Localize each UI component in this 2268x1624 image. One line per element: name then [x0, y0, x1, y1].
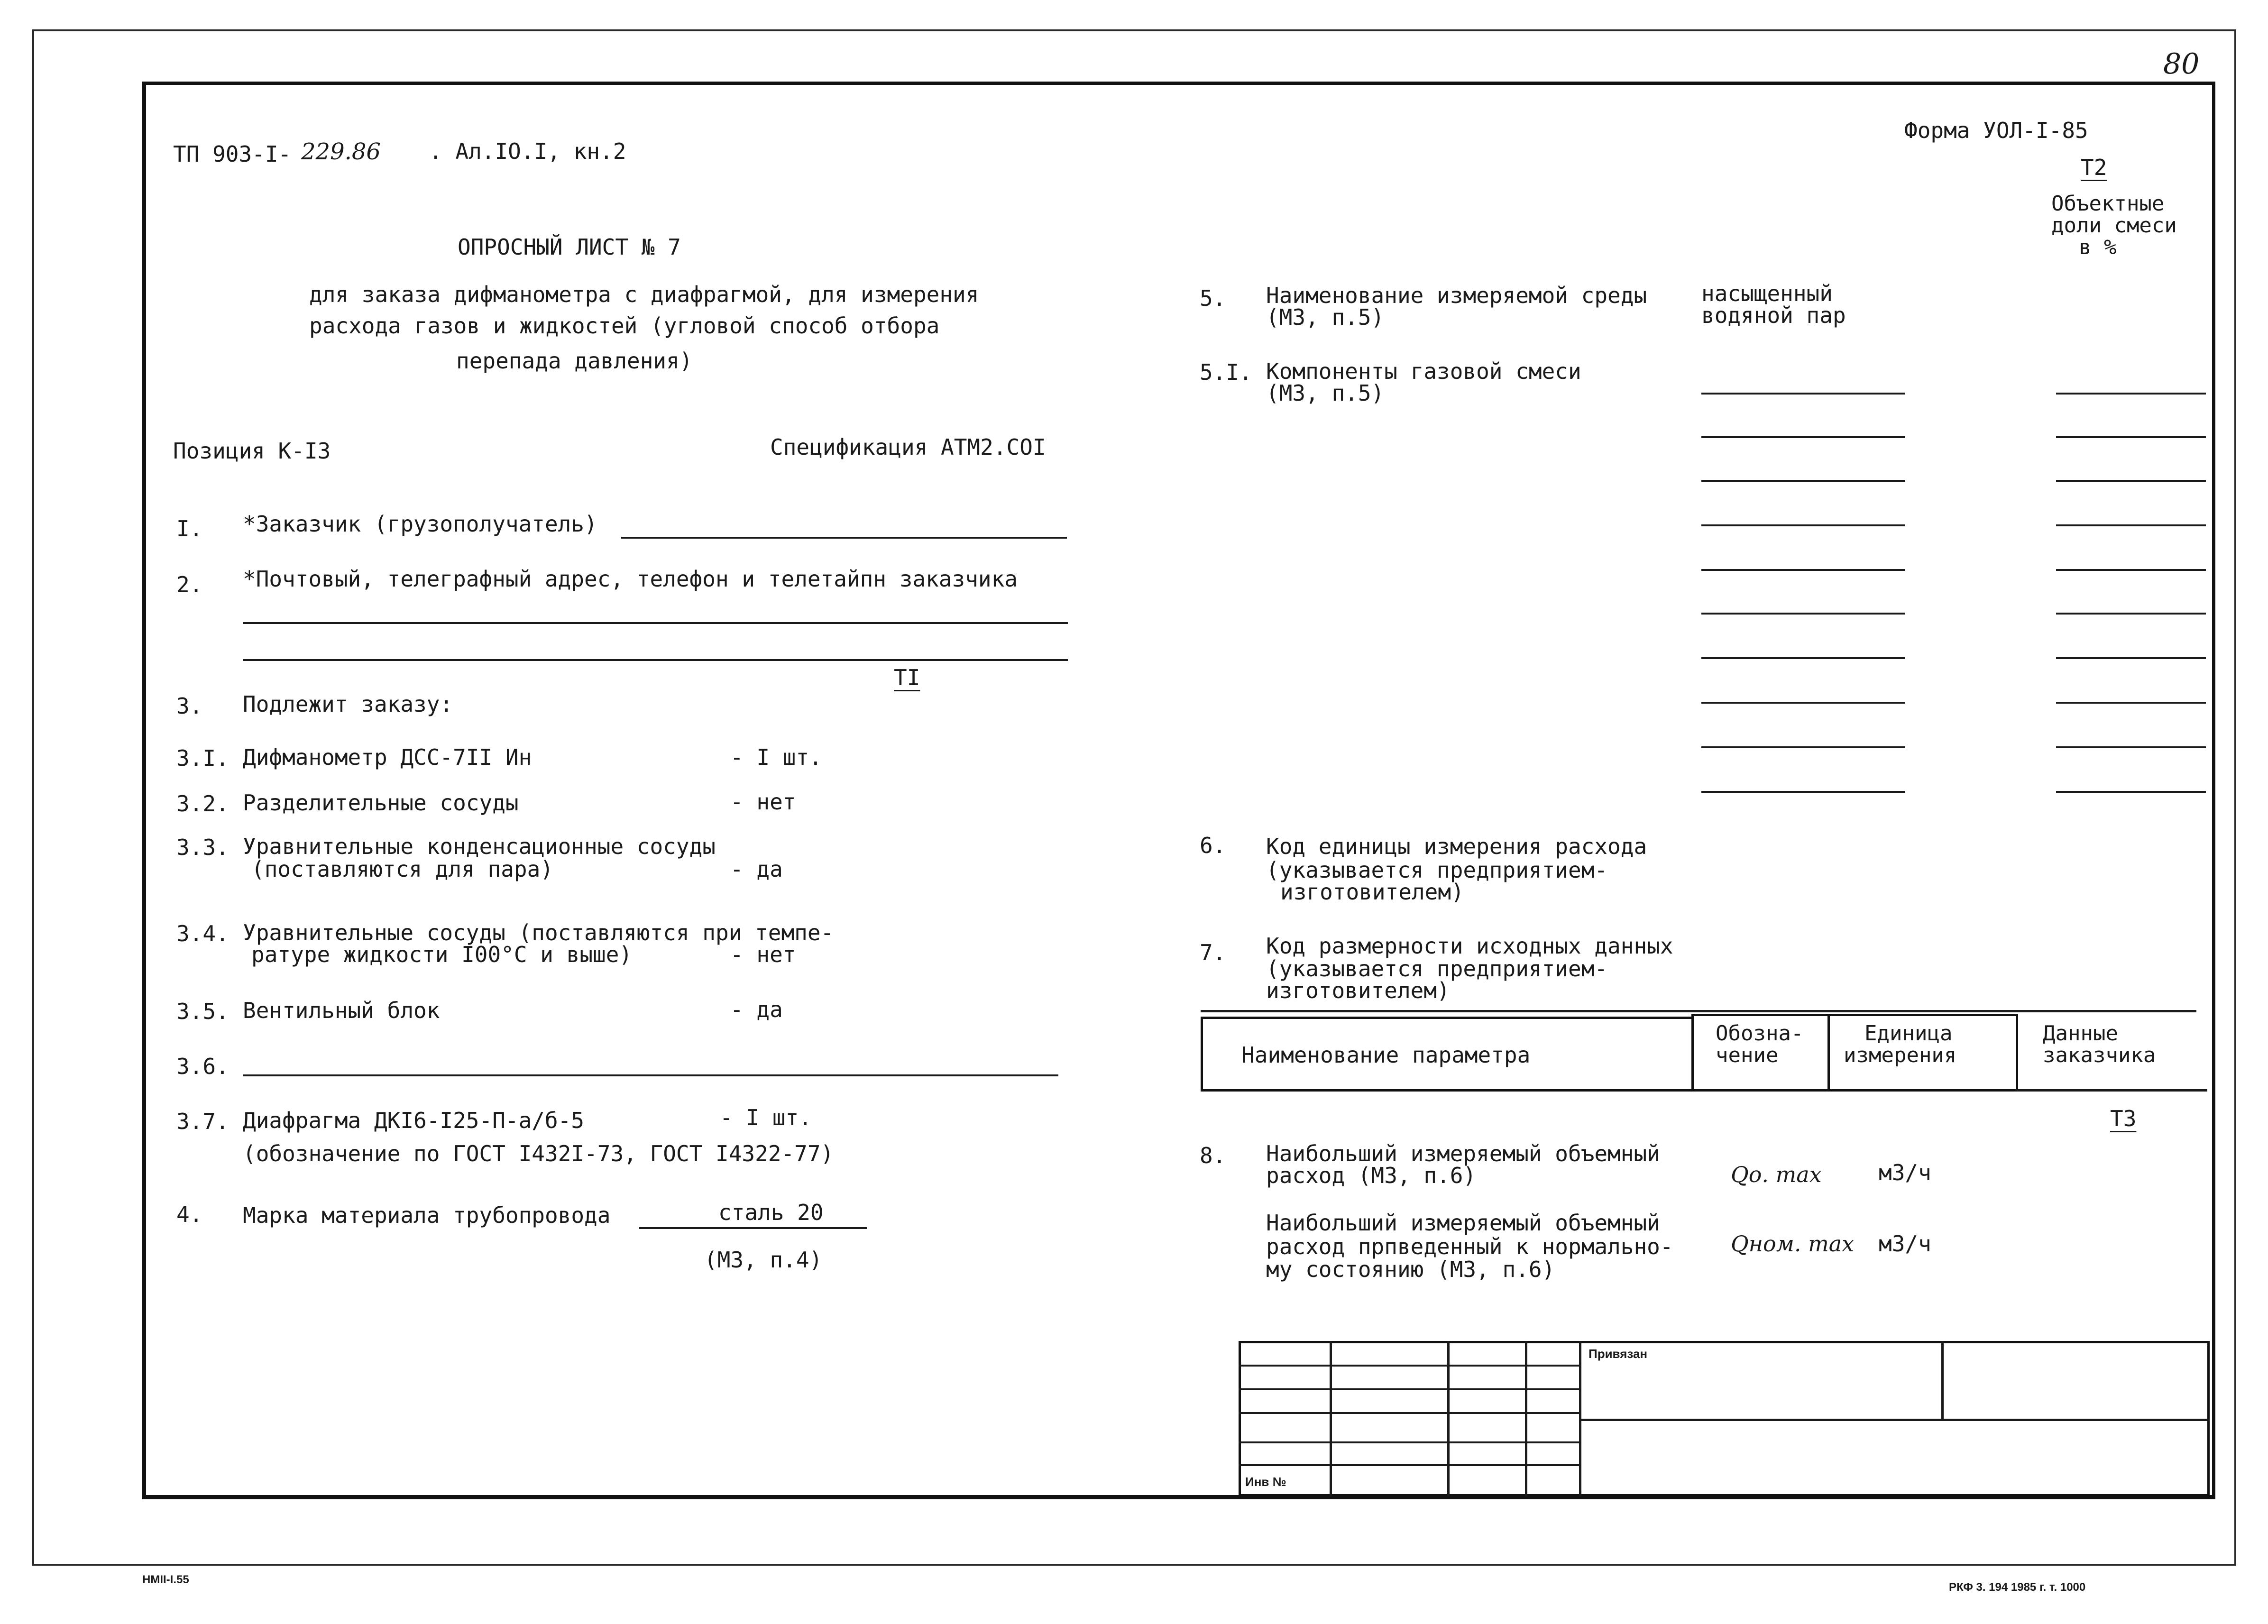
item-6-text-1: Код единицы измерения расхода [1266, 834, 1647, 859]
stamp-hline [1239, 1365, 1581, 1367]
item-2-number: 2. [176, 572, 203, 597]
footer-right-code: РКФ 3. 194 1985 г. т. 1000 [1949, 1581, 2086, 1594]
item-5-text-2: (МЗ, п.5) [1266, 304, 1385, 330]
item-3-1-text: Дифманометр ДСС-7II Ин [243, 744, 532, 770]
component-name-line[interactable] [1701, 791, 1905, 793]
item-8b-unit: мЗ/ч [1879, 1231, 1931, 1257]
component-name-line[interactable] [1701, 569, 1905, 571]
item-3-3-text-2: (поставляются для пара) [251, 856, 553, 882]
item-6-text-3: изготовителем) [1280, 879, 1464, 905]
item-8b-text-3: му состоянию (МЗ, п.6) [1266, 1257, 1555, 1282]
item-7-text-2: (указывается предприятием- [1266, 956, 1608, 982]
item-8-number: 8. [1200, 1143, 1226, 1168]
item-3-2-text: Разделительные сосуды [243, 790, 519, 816]
item-5-value-2: водяной пар [1701, 303, 1846, 328]
item-6-number: 6. [1200, 833, 1226, 858]
tp-number: 229.86 [301, 138, 381, 165]
title-line-1: для заказа дифманометра с диафрагмой, для измерения [309, 282, 979, 307]
item-8b-text-2: расход прпведенный к нормально- [1266, 1234, 1673, 1259]
item-3-7-text-1: Диафрагма ДКI6-I25-П-а/б-5 [243, 1108, 585, 1133]
item-6-text-2: (указывается предприятием- [1266, 857, 1608, 883]
item-3-2-number: 3.2. [176, 791, 229, 817]
item-5-value-1: насыщенный [1701, 281, 1833, 306]
stamp-vline [1941, 1341, 1944, 1421]
table-top-line [1201, 1010, 2196, 1012]
component-fraction-line[interactable] [2056, 702, 2206, 704]
item-8b-symbol: Qном. max [1731, 1231, 1855, 1257]
item-5-1-text-2: (МЗ, п.5) [1266, 380, 1385, 406]
component-name-line[interactable] [1701, 613, 1905, 615]
item-3-text: Подлежит заказу: [243, 691, 453, 717]
table-col-unit-2: измерения [1844, 1043, 1957, 1067]
item-5-text-1: Наименование измеряемой среды [1266, 283, 1647, 308]
stamp-hline [1239, 1412, 1581, 1414]
item-7-number: 7. [1200, 940, 1226, 965]
component-name-line[interactable] [1701, 436, 1905, 438]
component-fraction-line[interactable] [2056, 480, 2206, 482]
table-col-designation-1: Обозна- [1716, 1021, 1804, 1046]
item-5-1-number: 5.I. [1200, 359, 1252, 385]
item-8-unit: мЗ/ч [1879, 1160, 1931, 1185]
item-8-text-1: Наибольший измеряемый объемный [1266, 1141, 1660, 1166]
table-col-customer-2: заказчика [2043, 1043, 2156, 1067]
t2-mark: Т2 [2081, 155, 2107, 180]
fractions-header-3: в % [2079, 235, 2117, 259]
component-fraction-line[interactable] [2056, 657, 2206, 659]
address-field-line-1[interactable] [243, 622, 1068, 624]
t1-mark: TI [894, 665, 920, 690]
item-7-text-3: изготовителем) [1266, 978, 1450, 1003]
item-3-7-text-2: (обозначение по ГОСТ I432I-73, ГОСТ I4322-77) [243, 1141, 834, 1166]
item-4-text: Марка материала трубопровода [243, 1202, 611, 1228]
form-code: Форма УОЛ-I-85 [1904, 118, 2088, 143]
spec-label: Спецификация АТМ2.СОI [770, 434, 1046, 460]
component-fraction-line[interactable] [2056, 746, 2206, 748]
item-3-1-value: - I шт. [730, 744, 822, 770]
fractions-header-2: доли смеси [2051, 213, 2177, 238]
item-3-7-value: - I шт. [720, 1105, 812, 1130]
table-bottom-line [2016, 1089, 2207, 1092]
component-fraction-line[interactable] [2056, 393, 2206, 395]
item-3-1-number: 3.I. [176, 745, 229, 771]
component-name-line[interactable] [1701, 524, 1905, 526]
item-3-6-number: 3.6. [176, 1054, 229, 1079]
item-1-number: I. [176, 516, 203, 541]
table-col-designation-2: чение [1716, 1043, 1779, 1067]
item-3-3-number: 3.3. [176, 835, 229, 860]
component-fraction-line[interactable] [2056, 613, 2206, 615]
item-3-6-field-line[interactable] [243, 1074, 1058, 1076]
stamp-hline [1239, 1441, 1581, 1443]
component-fraction-line[interactable] [2056, 791, 2206, 793]
item-3-number: 3. [176, 693, 203, 719]
component-name-line[interactable] [1701, 746, 1905, 748]
t3-mark: ТЗ [2110, 1106, 2137, 1131]
component-name-line[interactable] [1701, 480, 1905, 482]
item-5-1-text-1: Компоненты газовой смеси [1266, 358, 1581, 384]
item-8-symbol: Qо. max [1731, 1162, 1822, 1187]
stamp-hline [1239, 1388, 1581, 1390]
item-3-4-text-1: Уравнительные сосуды (поставляются при темпе- [243, 920, 834, 945]
stamp-hline [1239, 1464, 1581, 1466]
item-8b-text-1: Наибольший измеряемый объемный [1266, 1210, 1660, 1236]
sheet-title: ОПРОСНЫЙ ЛИСТ № 7 [458, 234, 681, 260]
tp-prefix: ТП 903-I- [173, 141, 292, 167]
item-8-text-2: расход (МЗ, п.6) [1266, 1163, 1477, 1188]
item-3-3-value: - да [730, 856, 783, 882]
item-3-7-number: 3.7. [176, 1109, 229, 1134]
footer-left-code: НМII-I.55 [142, 1573, 189, 1586]
component-fraction-line[interactable] [2056, 569, 2206, 571]
item-3-4-number: 3.4. [176, 921, 229, 946]
component-name-line[interactable] [1701, 702, 1905, 704]
item-4-number: 4. [176, 1202, 203, 1227]
page-number: 80 [2163, 47, 2200, 81]
component-fraction-line[interactable] [2056, 524, 2206, 526]
item-3-3-text-1: Уравнительные конденсационные сосуды [243, 834, 716, 859]
item-3-4-value: - нет [730, 942, 796, 967]
table-col-customer-1: Данные [2043, 1021, 2118, 1046]
customer-field-line[interactable] [621, 537, 1067, 539]
table-col-unit-1: Единица [1864, 1021, 1953, 1046]
item-3-2-value: - нет [730, 789, 796, 815]
item-5-number: 5. [1200, 285, 1226, 311]
fractions-header-1: Объектные [2051, 192, 2165, 216]
item-2-text: *Почтовый, телеграфный адрес, телефон и телетайпн заказчика [243, 566, 1018, 592]
component-name-line[interactable] [1701, 393, 1905, 395]
stamp-inv-label: Инв № [1245, 1475, 1286, 1489]
stamp-privyazan-label: Привязан [1589, 1347, 1648, 1361]
item-4-value: сталь 20 [718, 1200, 824, 1225]
item-4-field-line[interactable] [639, 1227, 867, 1229]
position-label: Позиция К-I3 [173, 438, 331, 464]
table-col-parameter: Наименование параметра [1241, 1042, 1531, 1068]
item-3-5-number: 3.5. [176, 999, 229, 1024]
title-line-3: перепада давления) [456, 348, 693, 374]
item-1-text: *Заказчик (грузополучатель) [243, 511, 597, 537]
item-4-reference: (МЗ, п.4) [704, 1247, 823, 1273]
title-line-2: расхода газов и жидкостей (угловой способ отбора [309, 313, 940, 339]
album-ref: . Ал.IO.I, кн.2 [429, 138, 626, 164]
item-3-4-text-2: ратуре жидкости I00°С и выше) [251, 942, 633, 967]
component-fraction-line[interactable] [2056, 436, 2206, 438]
item-7-text-1: Код размерности исходных данных [1266, 933, 1673, 959]
item-3-5-value: - да [730, 997, 783, 1022]
component-name-line[interactable] [1701, 657, 1905, 659]
item-3-5-text: Вентильный блок [243, 998, 440, 1023]
stamp-hline [1579, 1419, 2210, 1421]
address-field-line-2[interactable] [243, 659, 1068, 661]
